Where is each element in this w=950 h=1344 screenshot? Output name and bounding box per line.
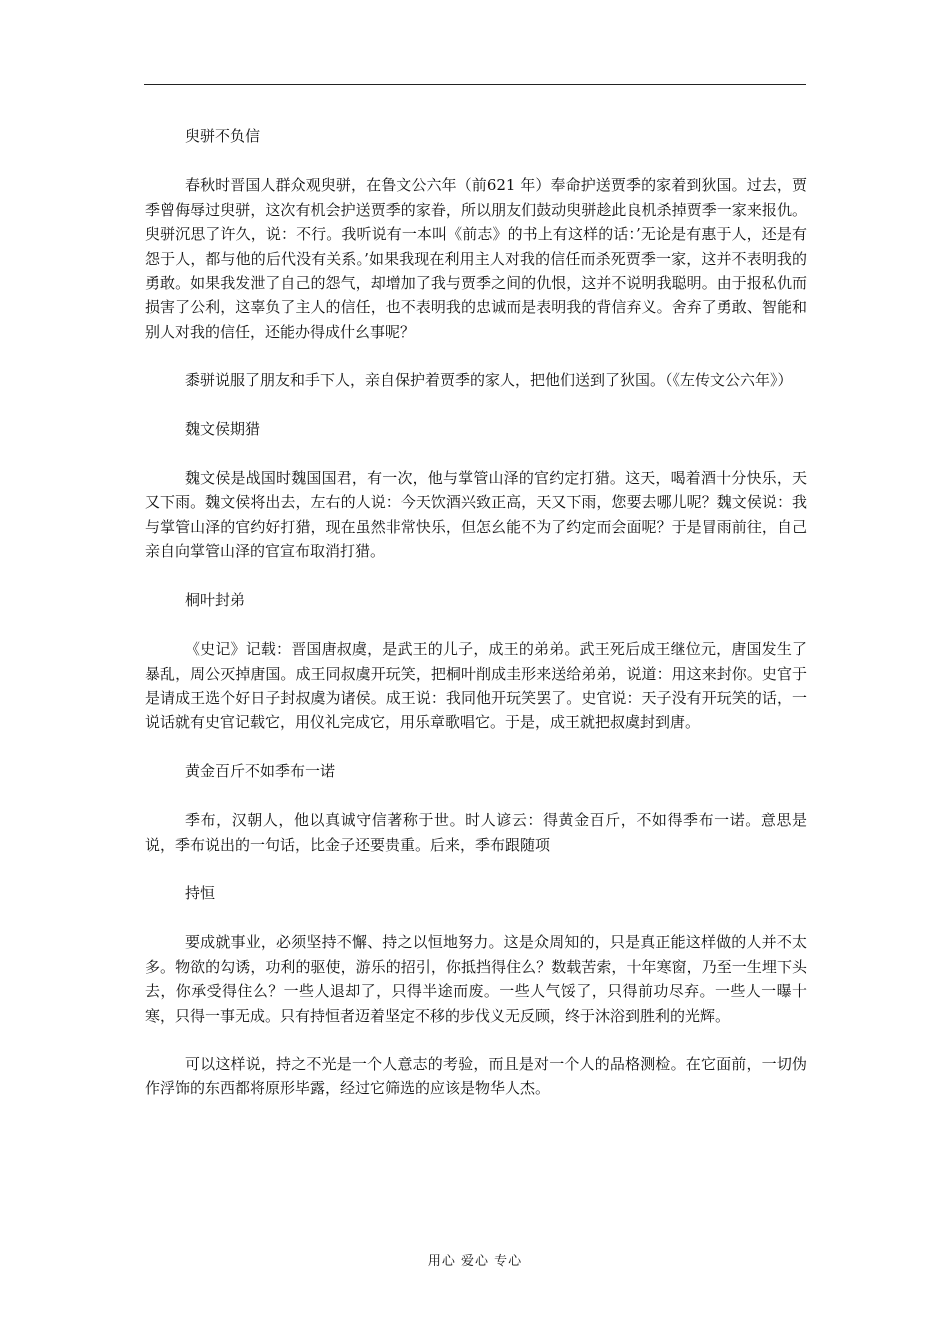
paragraph: 春秋时晋国人群众观臾骈，在鲁文公六年（前621 年）奉命护送贾季的家着到狄国。过去，贾季曾侮辱过臾骈，这次有机会护送贾季的家眷，所以朋友们鼓动臾骈趁此良机杀掉贾季一家来报仇。臾骈沉思了许久，说：不行。我听说有一本叫《前志》的书上有这样的话：’无论是有惠于人，还是有怨于人，都与他的后代没有关系。’如果我现在利用主人对我的信任而杀死贾季一家，这并不表明我的勇敢。如果我发泄了自己的怨气，却增加了我与贾季之间的仇恨，这并不说明我聪明。由于报私仇而损害了公利，这辜负了主人的信任，也不表明我的忠诚而是表明我的背信弃义。舍弃了勇敢、智能和别人对我的信任，还能办得成什幺事呢？	[145, 176, 807, 341]
section-heading: 黄金百斤不如季布一诺	[185, 761, 336, 780]
section-heading: 桐叶封弟	[185, 590, 246, 609]
header-rule	[144, 84, 806, 85]
section-heading: 持恒	[185, 883, 216, 902]
paragraph: 魏文侯是战国时魏国国君，有一次，他与掌管山泽的官约定打猎。这天，喝着酒十分快乐，天又下雨。魏文侯将出去，左右的人说：今天饮酒兴致正高，天又下雨，您要去哪儿呢？魏文侯说：我与掌管山泽的官约好打猎，现在虽然非常快乐，但怎幺能不为了约定而会面呢？于是冒雨前往，自己亲自向掌管山泽的官宣布取消打猎。	[145, 469, 807, 561]
section-heading: 臾骈不负信	[185, 127, 261, 145]
document-body	[145, 124, 807, 1101]
paragraph: 可以这样说，持之不光是一个人意志的考验，而且是对一个人的品格测检。在它面前，一切伪作浮饰的东西都将原形毕露，经过它筛选的应该是物华人杰。	[145, 1054, 807, 1098]
paragraph: 季布，汉朝人，他以真诚守信著称于世。时人谚云：得黄金百斤，不如得季布一诺。意思是说，季布说出的一句话，比金子还要贵重。后来，季布跟随项	[145, 811, 807, 854]
paragraph: 要成就事业，必须坚持不懈、持之以恒地努力。这是众周知的，只是真正能这样做的人并不太多。物欲的勾诱，功利的驱使，游乐的招引，你抵挡得住么？数载苦索，十年寒窗，乃至一生埋下头去，你承受得住么？一些人退却了，只得半途而废。一些人气馁了，只得前功尽弃。一些人一曝十寒，只得一事无成。只有持恒者迈着坚定不移的步伐义无反顾，终于沐浴到胜利的光辉。	[145, 933, 807, 1025]
paragraph: 黍骈说服了朋友和手下人，亲自保护着贾季的家人，把他们送到了狄国。（《左传文公六年》）	[185, 371, 793, 390]
section-heading: 魏文侯期猎	[185, 419, 261, 438]
page-footer: 用心 爱心 专心	[427, 1254, 523, 1269]
paragraph: 《史记》记载：晋国唐叔虞，是武王的儿子，成王的弟弟。武王死后成王继位元，唐国发生了暴乱，周公灭掉唐国。成王同叔虞开玩笑，把桐叶削成圭形来送给弟弟，说道：用这来封你。史官于是请成王选个好日子封叔虞为诸侯。成王说：我同他开玩笑罢了。史官说：天子没有开玩笑的话，一说话就有史官记载它，用仪礼完成它，用乐章歌唱它。于是，成王就把叔虞封到唐。	[145, 640, 807, 732]
